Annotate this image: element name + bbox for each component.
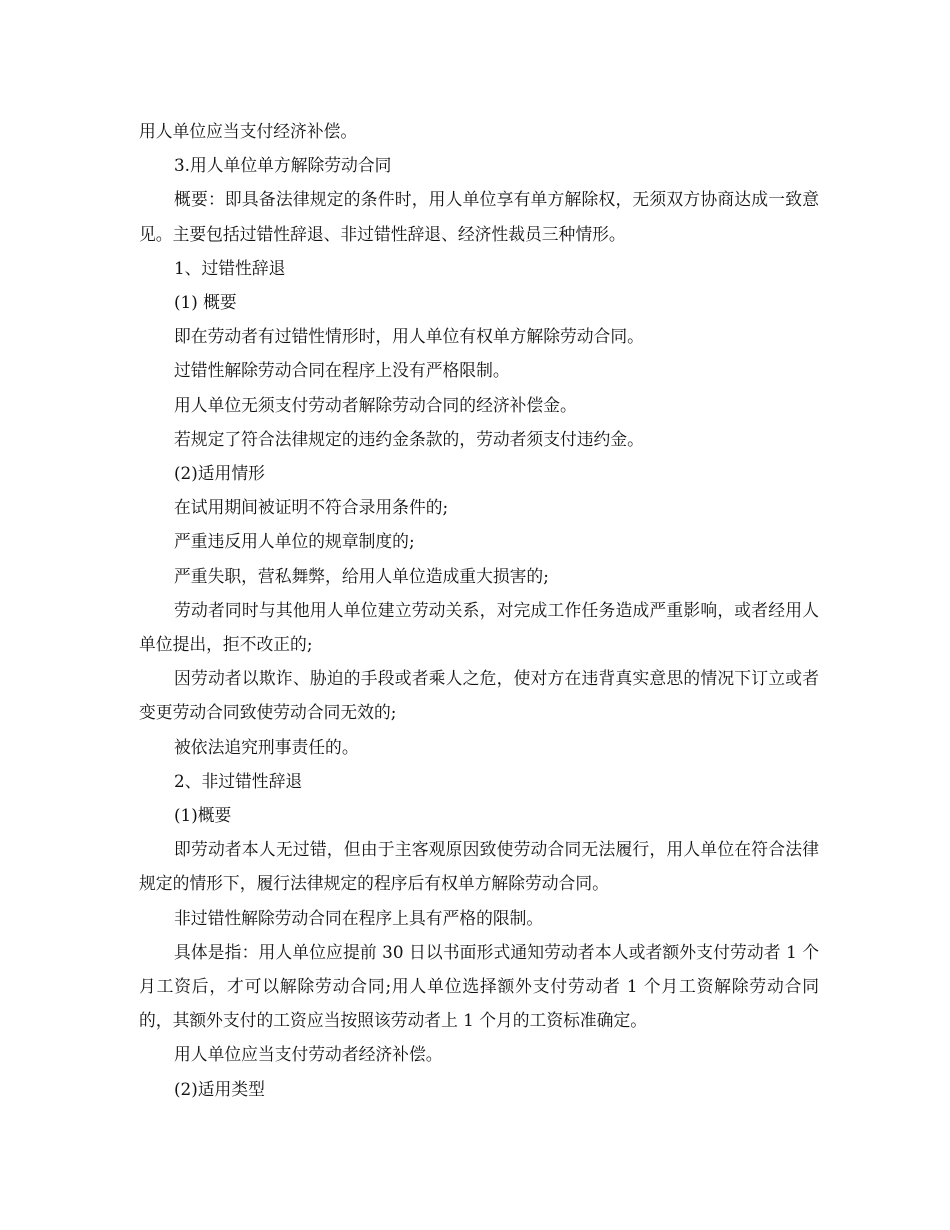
subsection-heading: 2、非过错性辞退 xyxy=(174,770,303,791)
paragraph: 即在劳动者有过错性情形时，用人单位有权单方解除劳动合同。 xyxy=(174,326,644,347)
item-heading: (1)概要 xyxy=(174,805,232,826)
paragraph: 用人单位无须支付劳动者解除劳动合同的经济补偿金。 xyxy=(174,394,577,415)
item-heading: (2)适用类型 xyxy=(174,1078,265,1099)
paragraph: 非过错性解除劳动合同在程序上具有严格的限制。 xyxy=(174,907,544,928)
item-heading: (2)适用情形 xyxy=(174,463,265,484)
paragraph: 过错性解除劳动合同在程序上没有严格限制。 xyxy=(174,360,510,381)
paragraph: 若规定了符合法律规定的违约金条款的，劳动者须支付违约金。 xyxy=(174,428,644,449)
paragraph: 具体是指：用人单位应提前 30 日以书面形式通知劳动者本人或者额外支付劳动者 1 个月工资后，才可以解除劳动合同;用人单位选择额外支付劳动者 1 个月工资解除劳动合同的，其额外支付的工资应当按照该劳动者上 1 个月的工资标准确定。 xyxy=(139,941,819,1031)
paragraph: 用人单位应当支付劳动者经济补偿。 xyxy=(174,1044,443,1065)
list-item: 严重违反用人单位的规章制度的; xyxy=(174,531,415,552)
item-heading: (1) 概要 xyxy=(174,292,237,313)
list-item: 被依法追究刑事责任的。 xyxy=(174,736,359,757)
subsection-heading: 1、过错性辞退 xyxy=(174,257,286,278)
list-item: 在试用期间被证明不符合录用条件的; xyxy=(174,497,449,518)
document-body xyxy=(139,114,819,1106)
section-heading: 3.用人单位单方解除劳动合同 xyxy=(174,155,392,176)
list-item: 劳动者同时与其他用人单位建立劳动关系，对完成工作任务造成严重影响，或者经用人单位提出，拒不改正的; xyxy=(139,599,819,655)
list-item: 因劳动者以欺诈、胁迫的手段或者乘人之危，使对方在违背真实意思的情况下订立或者变更劳动合同致使劳动合同无效的; xyxy=(139,668,819,723)
paragraph: 概要：即具备法律规定的条件时，用人单位享有单方解除权，无须双方协商达成一致意见。主要包括过错性辞退、非过错性辞退、经济性裁员三种情形。 xyxy=(139,189,819,244)
list-item: 严重失职，营私舞弊，给用人单位造成重大损害的; xyxy=(174,565,549,586)
paragraph: 用人单位应当支付经济补偿。 xyxy=(139,121,358,141)
paragraph: 即劳动者本人无过错，但由于主客观原因致使劳动合同无法履行，用人单位在符合法律规定的情形下，履行法律规定的程序后有权单方解除劳动合同。 xyxy=(139,839,819,894)
